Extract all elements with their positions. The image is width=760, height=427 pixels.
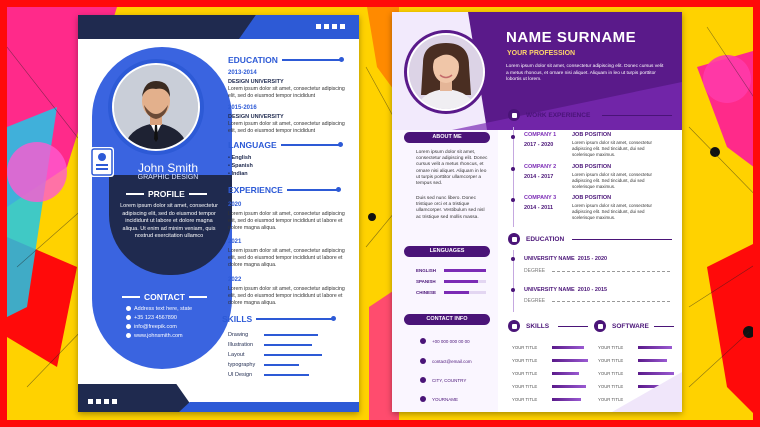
language-level-fill (444, 269, 486, 272)
timeline-dot (511, 257, 515, 261)
about-heading: ABOUT ME (404, 132, 490, 143)
exp-year-1: 2020 (228, 202, 242, 208)
person-role: GRAPHIC DESIGN (137, 174, 199, 181)
email-icon (126, 324, 131, 329)
edu-text-2: Lorem ipsum dolor sit amet, consectetur adipiscing elit, sed do eiusmod tempor incididunt (228, 121, 345, 134)
contact-email: info@freepik.com (126, 322, 226, 331)
software-level-bar (638, 346, 672, 350)
skills-level-bar (552, 398, 581, 402)
skill-label: typography (228, 362, 256, 368)
company-3: COMPANY 3 (524, 195, 557, 201)
dotted-line (552, 301, 670, 302)
degree-2: DEGREE (524, 298, 546, 304)
edu-years-1: 2013-2014 (228, 70, 257, 76)
university-1: UNIVERSITY NAME 2015 - 2020 (524, 256, 608, 262)
timeline-dot (511, 288, 515, 292)
language-item: • Spanish (228, 163, 253, 169)
education-heading: EDUCATION (508, 233, 564, 245)
briefcase-icon (508, 109, 520, 121)
software-label: YOUR TITLE (598, 397, 624, 402)
language-level-fill (444, 280, 478, 283)
language-item: • Indian (228, 171, 248, 177)
skills-row (512, 371, 579, 376)
contact-phone: +00 000 000 00 00 (420, 338, 470, 344)
job-title-3: JOB POSITION (572, 195, 612, 201)
skills-label: YOUR TITLE (512, 358, 538, 363)
job-title-1: JOB POSITION (572, 132, 612, 138)
timeline-dot (511, 198, 515, 202)
edu-school-1: DESIGN UNIVERSITY (228, 79, 284, 85)
intro-text: Lorem ipsum dolor sit amet, consectetur adipiscing elit. Donec cursus velit a metus rhoncus, et ornare nisi aliquet. Aliquam in leo ut turpis porttitor lobortis ut lorem. (506, 64, 664, 82)
software-heading: SOFTWARE (594, 320, 649, 332)
pencil-icon (508, 320, 520, 332)
contact-list (126, 304, 226, 340)
bottom-corner (612, 372, 682, 412)
skills-row (512, 345, 584, 350)
contact-website: www.johnsmith.com (126, 331, 226, 340)
contact-location: CITY, COUNTRY (420, 377, 466, 383)
contact-address: Address text here, state (126, 304, 226, 313)
profile-heading: PROFILE (126, 189, 207, 199)
skill-level-bar (264, 364, 299, 367)
skills-row (512, 358, 588, 363)
language-row (416, 268, 486, 273)
language-level-fill (444, 291, 469, 294)
bottom-dots (88, 399, 117, 404)
profession: YOUR PROFESSION (507, 50, 576, 57)
job-text-3: Lorem ipsum dolor sit amet, consectetur adipiscing elit. Sed tincidunt, dui sed scelerisque maximus. (572, 203, 653, 220)
location-icon (420, 377, 426, 383)
skills-level-bar (552, 385, 586, 389)
person-name: John Smith (137, 161, 199, 175)
skill-level-bar (264, 354, 322, 357)
timeline (513, 127, 514, 227)
top-dots (316, 24, 345, 29)
contact-phone: +35 123 4567890 (126, 313, 226, 322)
bottom-accent (179, 402, 359, 412)
exp-text-1: Lorem ipsum dolor sit amet, consectetur adipiscing elit, sed do eiusmod tempor incididunt ut labore et dolore magna aliqua. (228, 211, 345, 231)
phone-icon (126, 315, 131, 320)
globe-icon (126, 333, 131, 338)
dotted-line (552, 271, 670, 272)
profile-text: Lorem ipsum dolor sit amet, consectetur adipiscing elit, sed do eiusmod tempor incididunt ut labore et dolore magna aliqua. Ut enim ad minim veniam, quis nostrud exercitation ullamco (120, 203, 218, 239)
language-label: SPANISH (416, 279, 436, 284)
skills-row (512, 397, 581, 402)
skill-level-bar (264, 374, 309, 377)
contact-linkedin: YOURNAME (420, 396, 458, 402)
software-row (598, 371, 674, 376)
software-row (598, 345, 672, 350)
software-level-bar (638, 372, 674, 376)
university-2: UNIVERSITY NAME 2010 - 2015 (524, 287, 608, 293)
exp-year-2: 2021 (228, 239, 242, 245)
language-row (416, 290, 486, 295)
about-text-2: Duis sed nunc libero. Donec tristique orci et a tristique ullamcorper. Vestibulum sed nisl ac tristique sed mollis massa. (416, 196, 485, 220)
profile-photo (114, 65, 198, 149)
edu-text-1: Lorem ipsum dolor sit amet, consectetur adipiscing elit, sed do eiusmod tempor incididunt (228, 86, 345, 99)
skill-row (228, 372, 309, 378)
language-heading: LANGUAGE (228, 140, 341, 150)
experience-heading: EXPERIENCE (228, 185, 339, 195)
language-label: CHINESE (416, 290, 437, 295)
gear-icon (594, 320, 606, 332)
skills-label: YOUR TITLE (512, 345, 538, 350)
language-row (416, 279, 486, 284)
language-level-track (444, 280, 486, 283)
software-label: YOUR TITLE (598, 371, 624, 376)
company-years-3: 2014 - 2011 (524, 205, 554, 211)
software-label: YOUR TITLE (598, 358, 624, 363)
resume-john-smith (78, 15, 359, 412)
edu-years-2: 2015-2016 (228, 105, 257, 111)
divider (654, 326, 674, 327)
job-title-2: JOB POSITION (572, 164, 612, 170)
exp-text-3: Lorem ipsum dolor sit amet, consectetur adipiscing elit, sed do eiusmod tempor incididunt ut labore et dolore magna aliqua. (228, 286, 345, 306)
degree-1: DEGREE (524, 268, 546, 274)
skill-level-bar (264, 344, 312, 347)
skill-row (228, 362, 299, 368)
contact-heading: CONTACT (122, 292, 207, 302)
edu-school-2: DESIGN UNIVERSITY (228, 114, 284, 120)
graduation-cap-icon (508, 233, 520, 245)
skill-label: Illustration (228, 342, 254, 348)
skills-label: YOUR TITLE (512, 397, 538, 402)
skills-level-bar (552, 359, 588, 363)
skill-label: Layout (228, 352, 245, 358)
skills-level-bar (552, 372, 579, 376)
job-text-2: Lorem ipsum dolor sit amet, consectetur adipiscing elit. Sed tincidunt, dui sed scelerisque maximus. (572, 172, 653, 189)
company-years-1: 2017 - 2020 (524, 142, 554, 148)
person-name: NAME SURNAME (506, 29, 637, 46)
contact-heading: CONTACT INFO (404, 314, 490, 325)
company-1: COMPANY 1 (524, 132, 557, 138)
skills-heading: SKILLS (508, 320, 549, 332)
linkedin-icon (420, 396, 426, 402)
location-icon (126, 306, 131, 311)
work-heading: WORK EXPERIENCE (508, 109, 590, 121)
skill-level-bar (264, 334, 318, 337)
languages-heading: LENGUAGES (404, 246, 490, 257)
language-level-track (444, 269, 486, 272)
phone-icon (420, 338, 426, 344)
exp-text-2: Lorem ipsum dolor sit amet, consectetur adipiscing elit, sed do eiusmod tempor incididunt ut labore et dolore magna aliqua. (228, 248, 345, 268)
company-2: COMPANY 2 (524, 164, 557, 170)
company-years-2: 2014 - 2017 (524, 174, 554, 180)
language-level-track (444, 291, 486, 294)
skill-label: Drawing (228, 332, 249, 338)
skills-heading: SKILLS (222, 314, 334, 324)
email-icon (420, 358, 426, 364)
exp-year-3: 2022 (228, 277, 242, 283)
divider (602, 115, 672, 116)
skill-label: UI Design (228, 372, 253, 378)
contact-email: contact@email.com (420, 358, 472, 364)
divider (572, 239, 672, 240)
language-item: • English (228, 155, 252, 161)
timeline-dot (511, 135, 515, 139)
software-level-bar (638, 359, 667, 363)
skill-row (228, 332, 318, 338)
language-label: ENGLISH (416, 268, 437, 273)
skills-label: YOUR TITLE (512, 371, 538, 376)
job-text-1: Lorem ipsum dolor sit amet, consectetur adipiscing elit. Sed tincidunt, dui sed scelerisque maximus. (572, 140, 653, 157)
software-row (598, 358, 667, 363)
software-label: YOUR TITLE (598, 384, 624, 389)
skill-row (228, 352, 322, 358)
profile-photo (409, 35, 483, 109)
skills-row (512, 384, 586, 389)
skill-row (228, 342, 312, 348)
education-heading: EDUCATION (228, 55, 342, 65)
resume-name-surname (392, 12, 682, 412)
timeline-dot (511, 167, 515, 171)
id-card-icon (90, 147, 114, 177)
software-label: YOUR TITLE (598, 345, 624, 350)
divider (558, 326, 588, 327)
about-text-1: Lorem ipsum dolor sit amet, consectetur adipiscing elit. Donec cursus velit a metus rhoncus, et ornare nisi aliquet. Aliquam in leo ut turpis porttitor ullamcorper a tempus sed. (416, 150, 488, 187)
skills-level-bar (552, 346, 584, 350)
skills-label: YOUR TITLE (512, 384, 538, 389)
